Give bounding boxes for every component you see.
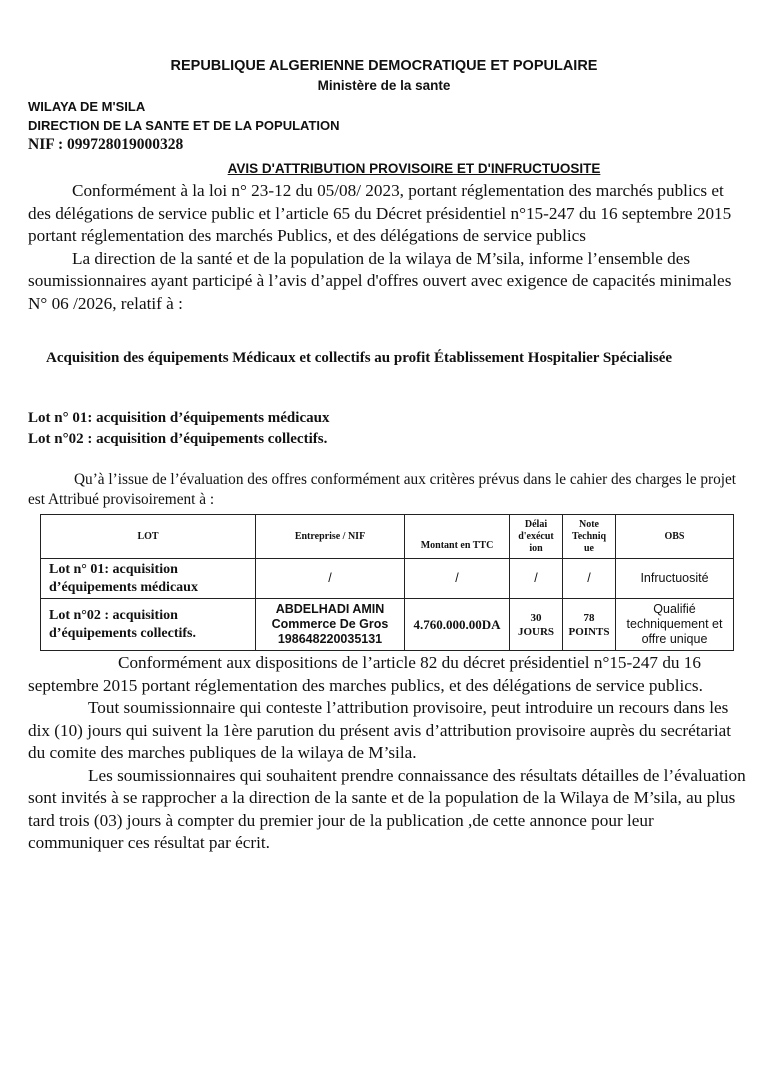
intro-block bbox=[28, 180, 748, 315]
row1-entreprise: / bbox=[256, 559, 405, 599]
row2-lot: Lot n°02 : acquisition d’équipements collectifs. bbox=[41, 599, 256, 651]
row2-note-value: 78 bbox=[583, 611, 595, 624]
closing-paragraph-3: Les soumissionnaires qui souhaitent prendre connaissance des résultats détailles de l’évaluation sont invités à se rapprocher a la direction de la sante et de la population de la Wilaya de M’sila, au plus tard trois (03) jours à compter du premier jour de la publication ,de cette annonce pour leur communiquer ces résultat par écrit. bbox=[28, 765, 746, 852]
intro-paragraph-1: Conformément à la loi n° 23-12 du 05/08/ 2023, portant réglementation des marchés publics et des délégations de service public et l’article 65 du Décret présidentiel n°15-247 du 16 septembre 2015 portant réglementation des marchés Publics, et des délégations de service publics bbox=[28, 181, 732, 245]
header-obs: OBS bbox=[616, 515, 734, 559]
row2-obs: Qualifié techniquement et offre unique bbox=[616, 599, 734, 651]
header-note: Note Techniq ue bbox=[563, 515, 616, 559]
row1-delai: / bbox=[510, 559, 563, 599]
evaluation-text bbox=[28, 470, 748, 510]
subject-text: Acquisition des équipements Médicaux et collectifs au profit Établissement Hospitalier Spécialisée bbox=[46, 350, 673, 366]
direction-label: DIRECTION DE LA SANTE ET DE LA POPULATION bbox=[28, 118, 340, 133]
row2-entreprise bbox=[256, 599, 405, 651]
notice-title: AVIS D'ATTRIBUTION PROVISOIRE ET D'INFRUCTUOSITE bbox=[227, 161, 601, 176]
evaluation-paragraph: Qu’à l’issue de l’évaluation des offres conformément aux critères prévus dans le cahier des charges le projet est Attribué provisoirement à : bbox=[28, 471, 737, 508]
row1-obs: Infructuosité bbox=[616, 559, 734, 599]
intro-paragraph-2: La direction de la santé et de la population de la wilaya de M’sila, informe l’ensemble des soumissionnaires ayant participé à l’avis d’appel d'offres ouvert avec exigence de capacités minimales N° 06 /2026, relatif à : bbox=[28, 248, 732, 313]
header-lot: LOT bbox=[41, 515, 256, 559]
wilaya-label: WILAYA DE M'SILA bbox=[28, 99, 146, 114]
table-row bbox=[41, 599, 734, 651]
header-delai: Délai d'exécut ion bbox=[510, 515, 563, 559]
attribution-table bbox=[40, 514, 734, 651]
ministry-heading: Ministère de la sante bbox=[317, 78, 451, 93]
row1-note: / bbox=[563, 559, 616, 599]
row2-note bbox=[563, 599, 616, 651]
row2-montant: 4.760.000.00DA bbox=[405, 599, 510, 651]
header-montant: Montant en TTC bbox=[405, 515, 510, 559]
republic-heading: REPUBLIQUE ALGERIENNE DEMOCRATIQUE ET POPULAIRE bbox=[170, 58, 598, 74]
lot-1-label: Lot n° 01: acquisition d’équipements médicaux bbox=[28, 410, 330, 426]
closing-paragraph-1: Conformément aux dispositions de l’article 82 du décret présidentiel n°15-247 du 16 septembre 2015 portant réglementation des marches publics, et des délégations de service publics. bbox=[28, 653, 703, 695]
row2-delai bbox=[510, 599, 563, 651]
row2-entreprise-type: Commerce De Gros bbox=[271, 617, 389, 631]
row1-montant: / bbox=[405, 559, 510, 599]
row1-lot: Lot n° 01: acquisition d’équipements médicaux bbox=[41, 559, 256, 599]
lot-2-label: Lot n°02 : acquisition d’équipements collectifs. bbox=[28, 431, 328, 447]
table-header-row bbox=[41, 515, 734, 559]
row2-note-unit: POINTS bbox=[568, 625, 610, 638]
nif-label: NIF : 099728019000328 bbox=[28, 136, 184, 153]
closing-block bbox=[28, 652, 748, 855]
header-entreprise: Entreprise / NIF bbox=[256, 515, 405, 559]
closing-paragraph-2: Tout soumissionnaire qui conteste l’attribution provisoire, peut introduire un recours dans les dix (10) jours qui suivent la 1ère parution du présent avis d’attribution provisoire auprès du secrétariat du comite des marches publiques de la wilaya de M’sila. bbox=[28, 698, 732, 762]
row2-entreprise-nif: 198648220035131 bbox=[277, 632, 383, 646]
table-row bbox=[41, 559, 734, 599]
row2-delai-value: 30 bbox=[530, 611, 542, 624]
row2-delai-unit: JOURS bbox=[517, 625, 555, 638]
row2-entreprise-name: ABDELHADI AMIN bbox=[275, 602, 385, 616]
